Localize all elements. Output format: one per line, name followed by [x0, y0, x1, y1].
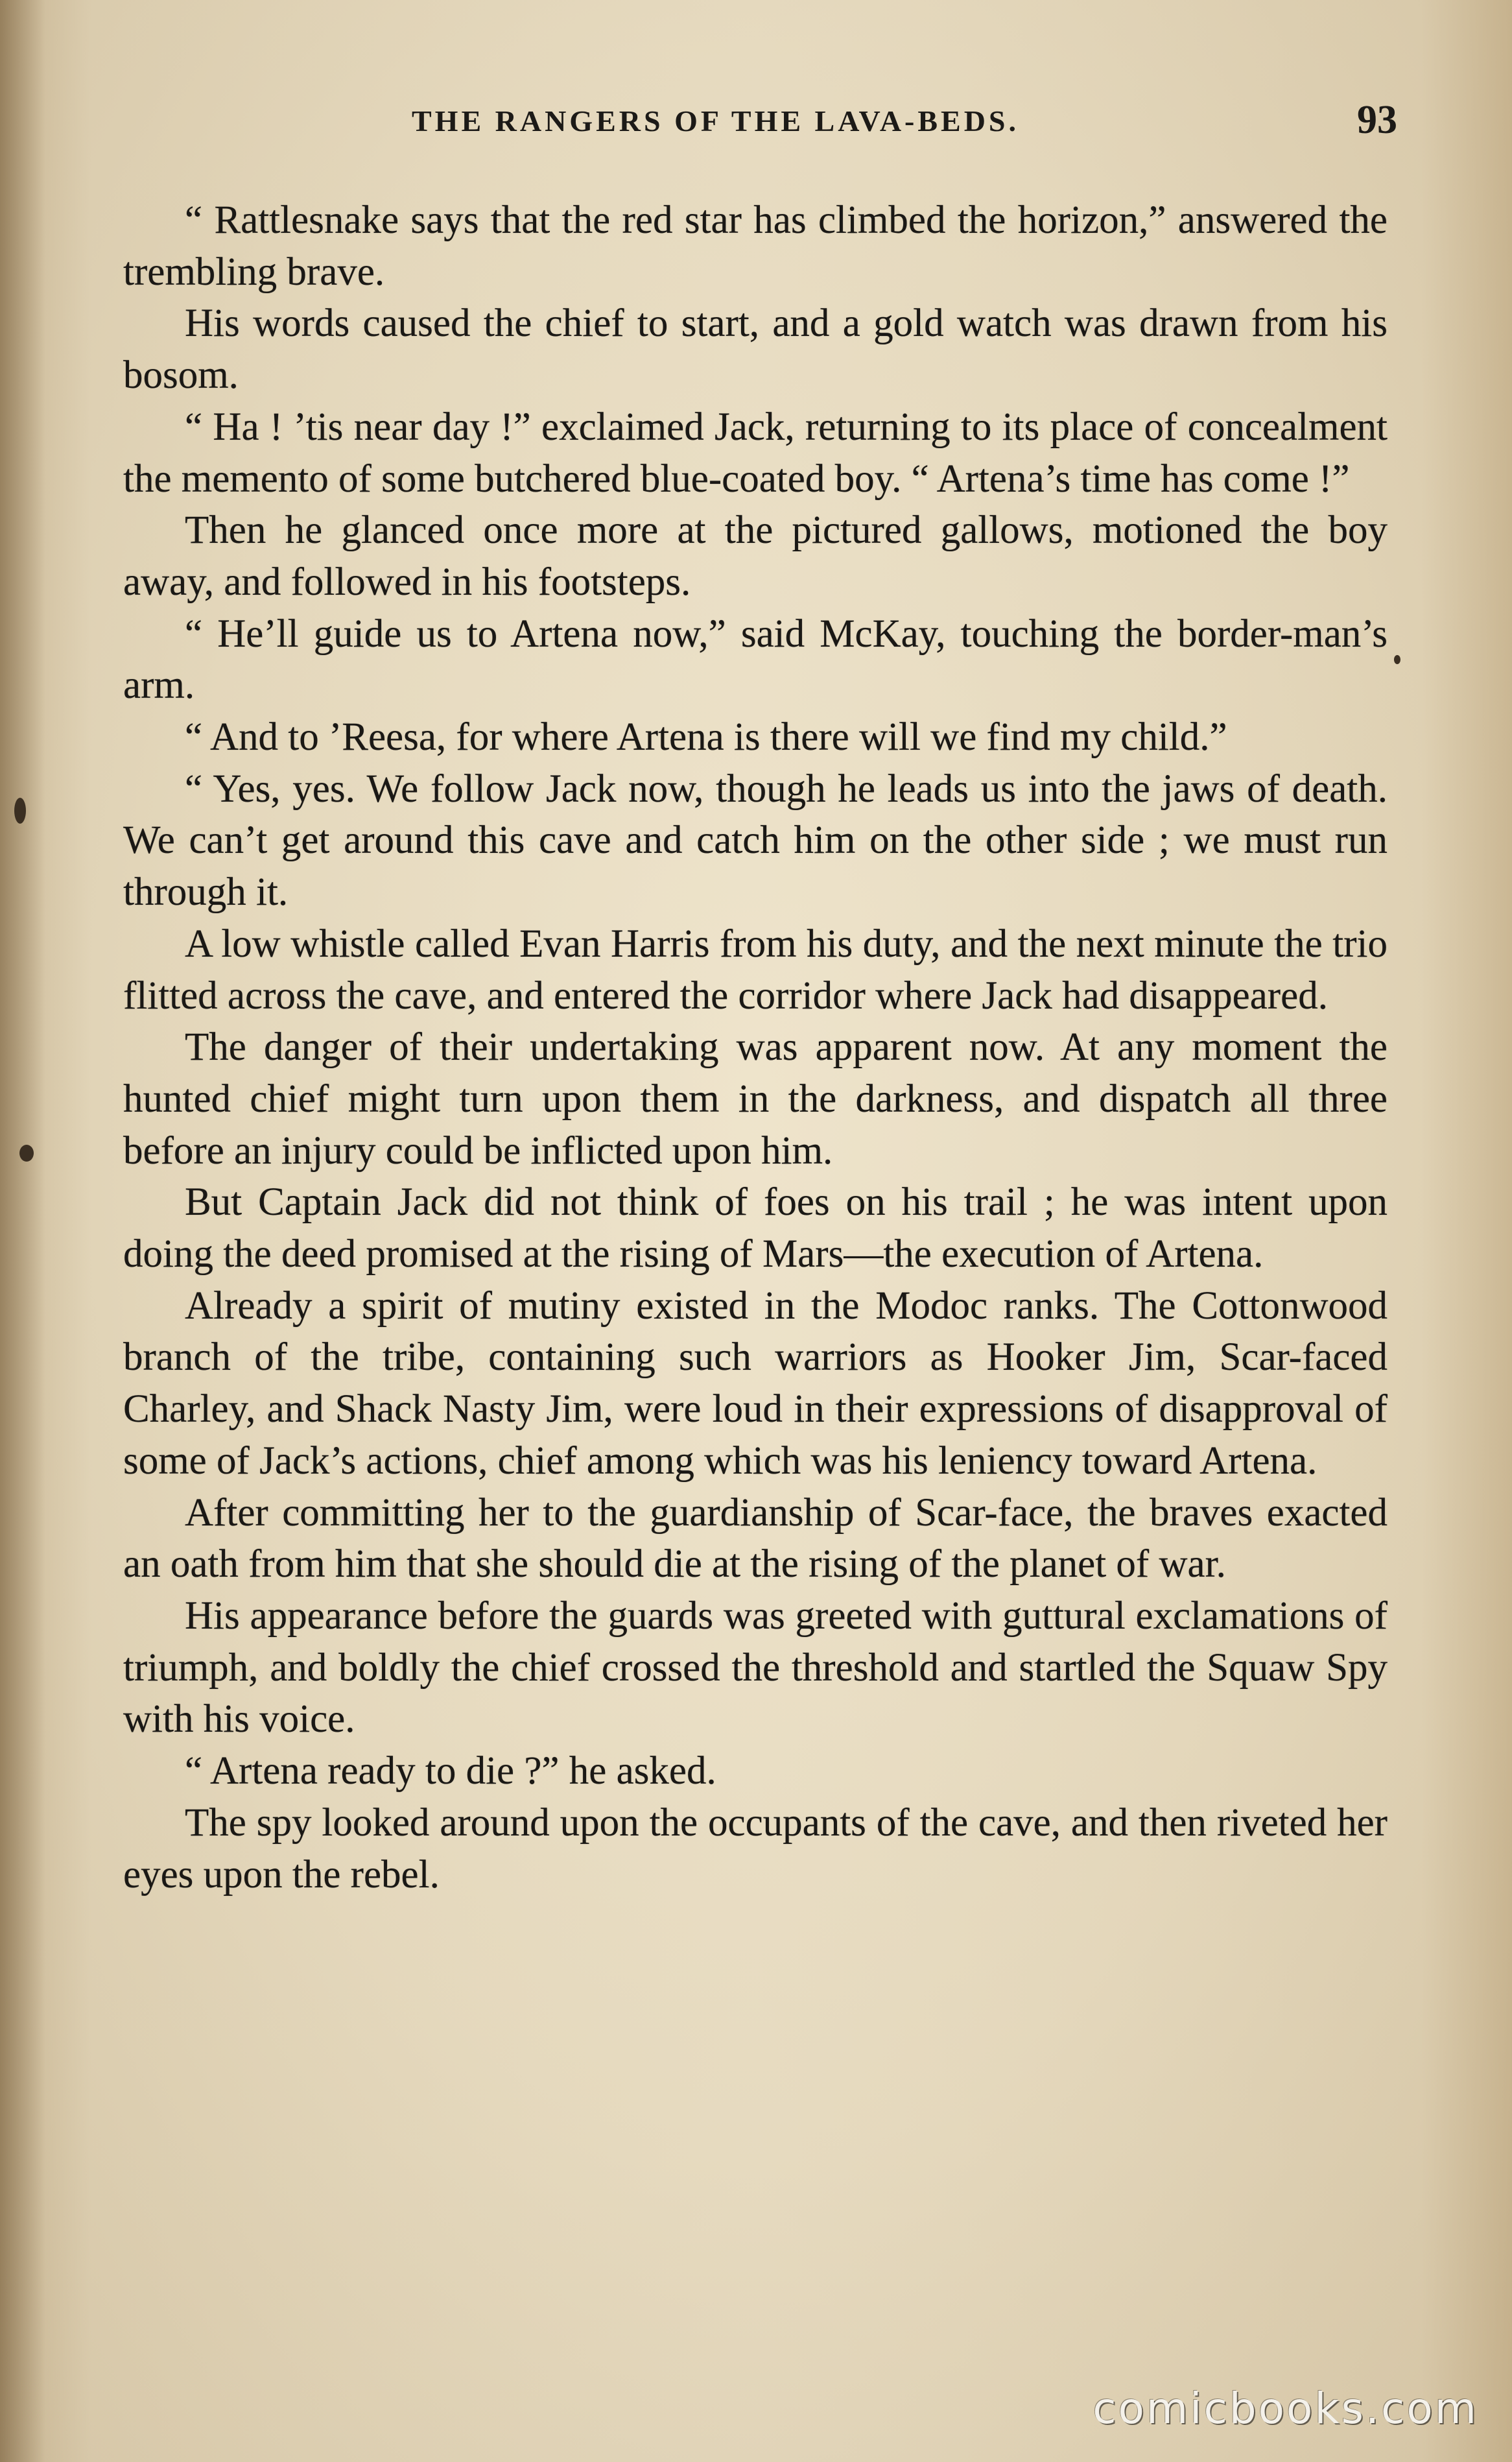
paragraph: Then he glanced once more at the pictured gallows, motioned the boy away, and followed in his footsteps.	[123, 508, 1388, 604]
paragraph: His words caused the chief to start, and a gold watch was drawn from his bosom.	[123, 302, 1388, 398]
running-title: THE RANGERS OF THE LAVA-BEDS.	[412, 104, 1020, 137]
ink-speck	[14, 798, 26, 824]
page-header	[126, 97, 1397, 149]
paragraph: After committing her to the guardianship of Scar-face, the braves exacted an oath from him that she should die at the rising of the planet of war.	[123, 1490, 1388, 1586]
ink-speck	[19, 1145, 34, 1162]
spine-shadow	[0, 0, 45, 2462]
body-text	[123, 195, 1388, 1900]
paragraph: “ He’ll guide us to Artena now,” said McKay, touching the border-man’s arm.	[123, 612, 1388, 708]
paragraph: But Captain Jack did not think of foes on his trail ; he was intent upon doing the deed promised at the rising of Mars—the execution of Artena.	[123, 1180, 1388, 1276]
ink-speck	[1394, 655, 1400, 664]
paragraph: “ Ha ! ’tis near day !” exclaimed Jack, returning to its place of concealment the memento of some butchered blue-coated boy. “ Artena’s time has come !”	[123, 405, 1388, 501]
watermark: comicbooks.com	[1093, 2384, 1478, 2433]
paragraph: Already a spirit of mutiny existed in the Modoc ranks. The Cottonwood branch of the tribe, containing such warriors as Hooker Jim, Scar-faced Charley, and Shack Nasty Jim, were loud in their expressions of disapproval of some of Jack’s actions, chief among which was his leniency toward Artena.	[123, 1284, 1388, 1483]
paragraph: “ Rattlesnake says that the red star has climbed the horizon,” answered the trembling brave.	[123, 198, 1388, 294]
paragraph: A low whistle called Evan Harris from his duty, and the next minute the trio flitted across the cave, and entered the corridor where Jack had disappeared.	[123, 922, 1388, 1018]
paragraph: “ Artena ready to die ?” he asked.	[185, 1749, 716, 1793]
paragraph: His appearance before the guards was greeted with guttural exclamations of triumph, and boldly the chief crossed the threshold and startled the Squaw Spy with his voice.	[123, 1594, 1388, 1741]
paragraph: The danger of their undertaking was apparent now. At any moment the hunted chief might turn upon them in the darkness, and dispatch all three before an injury could be inflicted upon him.	[123, 1025, 1388, 1173]
page-number: 93	[1357, 98, 1397, 142]
paragraph: “ And to ’Reesa, for where Artena is there will we find my child.”	[185, 715, 1227, 759]
paragraph: The spy looked around upon the occupants of the cave, and then riveted her eyes upon the rebel.	[123, 1800, 1388, 1896]
paragraph: “ Yes, yes. We follow Jack now, though he leads us into the jaws of death. We can’t get around this cave and catch him on the other side ; we must run through it.	[123, 767, 1388, 914]
